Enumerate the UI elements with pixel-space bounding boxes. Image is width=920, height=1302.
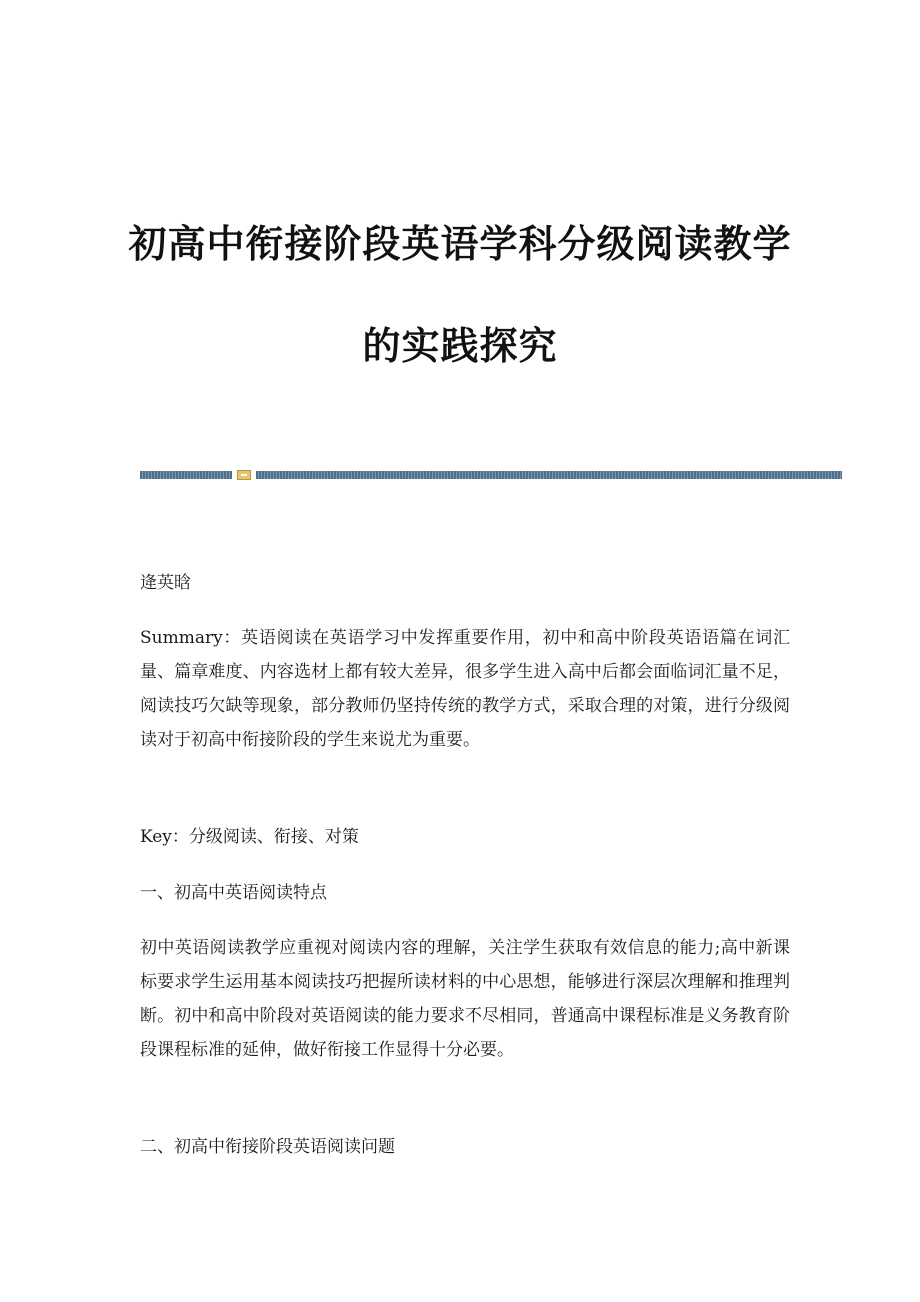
document-title-line-2: 的实践探究 [362,323,558,368]
keywords-line: Key：分级阅读、衔接、对策 [140,827,359,847]
author-name: 逄英晗 [140,573,191,593]
section-1-paragraph: 初中英语阅读教学应重视对阅读内容的理解，关注学生获取有效信息的能力;高中新课标要求学生运用基本阅读技巧把握所读材料的中心思想，能够进行深层次理解和推理判断。初中和高中阶段对英语阅读的能力要求不尽相同，普通高中课程标准是义务教育阶段课程标准的延伸，做好衔接工作显得十分必要。 [140,938,790,1060]
summary-paragraph: Summary：英语阅读在英语学习中发挥重要作用，初中和高中阶段英语语篇在词汇量、篇章难度、内容选材上都有较大差异，很多学生进入高中后都会面临词汇量不足，阅读技巧欠缺等现象，部分教师仍坚持传统的教学方式，采取合理的对策，进行分级阅读对于初高中衔接阶段的学生来说尤为重要。 [140,628,790,750]
divider-ornament-icon [237,470,251,480]
document-title-line-1: 初高中衔接阶段英语学科分级阅读教学 [128,221,792,266]
section-1-heading: 一、初高中英语阅读特点 [140,883,327,903]
divider-bar-right [256,471,842,479]
divider-bar-left [140,471,232,479]
section-2-heading: 二、初高中衔接阶段英语阅读问题 [140,1137,395,1157]
title-divider [140,470,842,480]
